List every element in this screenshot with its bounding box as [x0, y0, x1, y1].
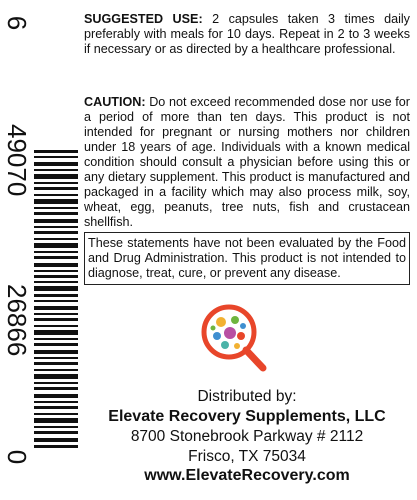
suggested-use — [84, 12, 410, 57]
company-name: Elevate Recovery Supplements, LLC — [108, 408, 386, 425]
address-line-2: Frisco, TX 75034 — [188, 448, 306, 465]
barcode-digits-group-2: 26866 — [2, 283, 32, 357]
barcode-bars — [34, 150, 78, 450]
website: www.ElevateRecovery.com — [144, 467, 350, 484]
distributed-by-label: Distributed by: — [197, 388, 297, 405]
barcode — [0, 0, 80, 500]
barcode-digits — [2, 10, 32, 470]
address-line-1: 8700 Stonebrook Parkway # 2112 — [130, 428, 364, 445]
suggested-use-text: 2 capsules taken 3 times daily preferably with meals for 10 days. Repeat in 2 to 3 weeks if necessary or as directed by a healthcare professional. — [84, 12, 410, 56]
barcode-digit-last: 0 — [2, 449, 32, 465]
fda-disclaimer: These statements have not been evaluated by the Food and Drug Administration. This product is not intended to diagnose, treat, cure, or prevent any disease. — [84, 232, 410, 285]
caution-heading: CAUTION: — [84, 95, 146, 109]
caution-text: Do not exceed recommended dose nor use for a period of more than ten days. This product is not intended for pregnant or nursing mothers nor children under 18 years of age. Individuals with a known medical condition should consult a physician before using this or any dietary supplement. This product is manufactured and packaged in a facility which may also process milk, soy, wheat, egg, peanuts, tree nuts, fish and crustacean shellfish. — [84, 95, 410, 229]
suggested-use-heading: SUGGESTED USE: — [84, 12, 203, 26]
caution — [84, 95, 410, 230]
barcode-digits-group-1: 49070 — [2, 123, 32, 197]
barcode-digit-first: 6 — [2, 15, 32, 31]
magnifier-logo — [195, 300, 271, 376]
